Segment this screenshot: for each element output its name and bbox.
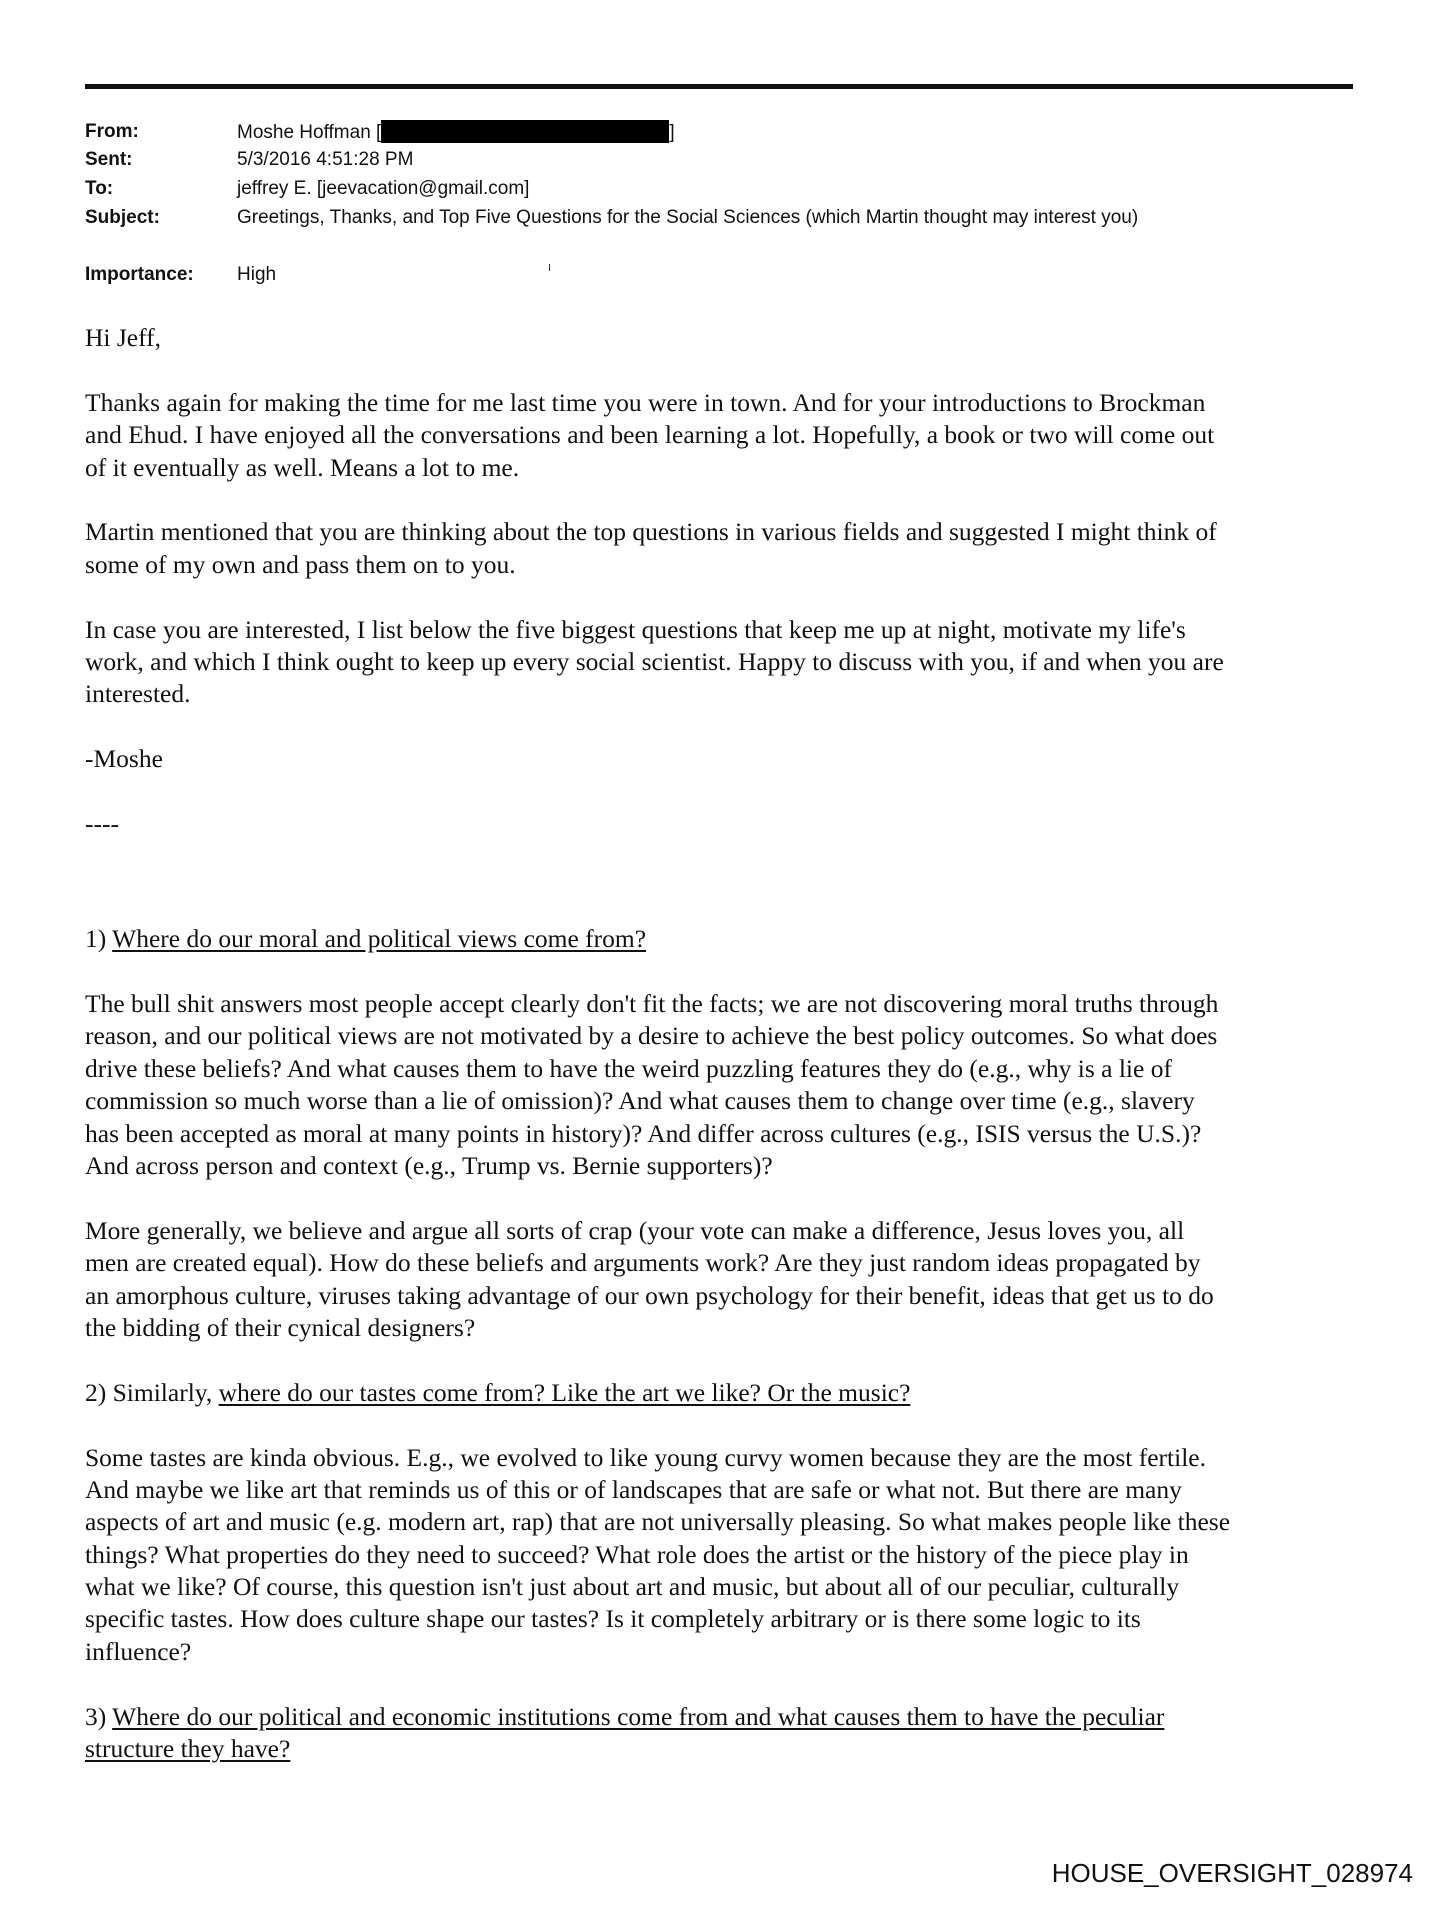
to-label: To: [85, 178, 114, 199]
line-text: influence? [85, 1636, 192, 1666]
line-text: and Ehud. I have enjoyed all the conversations and been learning a lot. Hopefully, a book or two will come out [85, 420, 1215, 450]
text-line [85, 614, 1375, 646]
redaction-box [381, 120, 669, 143]
text-line [85, 516, 1375, 548]
paragraph [85, 516, 1375, 581]
paragraph [85, 614, 1375, 711]
from-value [237, 120, 675, 145]
text-line [85, 387, 1375, 419]
text-line [85, 1150, 1375, 1182]
text-line [85, 1020, 1375, 1052]
text-line [85, 1247, 1375, 1279]
line-text: ---- [85, 808, 119, 838]
text-line [85, 1312, 1375, 1344]
paragraph [85, 1701, 1375, 1766]
text-line [85, 419, 1375, 451]
question-number: 3) [85, 1701, 113, 1731]
text-line [85, 1539, 1375, 1571]
line-text: Hi Jeff, [85, 323, 162, 352]
paragraph [85, 1215, 1375, 1345]
line-text: of it eventually as well. Means a lot to me. [85, 452, 520, 482]
line-text: More generally, we believe and argue all sorts of crap (your vote can make a difference, Jesus loves you, all [85, 1215, 1185, 1245]
text-line [85, 1603, 1375, 1635]
text-line [85, 1506, 1375, 1538]
text-line [85, 1442, 1375, 1474]
text-line [85, 1701, 1375, 1733]
paragraph [85, 387, 1375, 484]
text-line [85, 1377, 1375, 1409]
line-text: some of my own and pass them on to you. [85, 549, 516, 579]
line-text: And maybe we like art that reminds us of this or of landscapes that are safe or what not. But there are many [85, 1474, 1182, 1504]
text-line [85, 646, 1375, 678]
text-line [85, 1636, 1375, 1668]
paragraph [85, 923, 1375, 955]
line-text: Some tastes are kinda obvious. E.g., we evolved to like young curvy women because they are the most fertile. [85, 1442, 1206, 1472]
line-text: In case you are interested, I list below the five biggest questions that keep me up at night, motivate my life's [85, 614, 1186, 644]
line-text: And across person and context (e.g., Trump vs. Bernie supporters)? [85, 1150, 773, 1180]
scan-mark [549, 264, 550, 271]
line-text: work, and which I think ought to keep up every social scientist. Happy to discuss with you, if and when you are [85, 646, 1224, 676]
line-text: drive these beliefs? And what causes them to have the weird puzzling features they do (e.g., why is a lie of [85, 1053, 1172, 1083]
text-line [85, 1085, 1375, 1117]
text-line [85, 452, 1375, 484]
text-line [85, 1571, 1375, 1603]
from-bracket: ] [669, 122, 675, 143]
from-sender: Moshe Hoffman [ [237, 122, 382, 143]
line-text: specific tastes. How does culture shape our tastes? Is it completely arbitrary or is there some logic to its [85, 1604, 1141, 1634]
line-text: has been accepted as moral at many points in history)? And differ across cultures (e.g., ISIS versus the U.S.)? [85, 1118, 1202, 1148]
paragraph [85, 1442, 1375, 1669]
sent-label: Sent: [85, 149, 133, 170]
text-line [85, 808, 1375, 840]
question-number: 2) Similarly, [85, 1377, 219, 1407]
paragraph [85, 743, 1375, 775]
subject-label: Subject: [85, 207, 160, 228]
importance-label: Importance: [85, 264, 194, 285]
sent-value: 5/3/2016 4:51:28 PM [237, 149, 414, 170]
text-line [85, 1280, 1375, 1312]
to-value: jeffrey E. [jeevacation@gmail.com] [237, 178, 530, 199]
from-label: From: [85, 121, 139, 142]
line-text: men are created equal). How do these beliefs and arguments work? Are they just random ideas propagated by [85, 1248, 1201, 1278]
paragraph [85, 808, 1375, 840]
text-line [85, 743, 1375, 775]
line-text: what we like? Of course, this question isn't just about art and music, but about all of our peculiar, culturally [85, 1572, 1180, 1602]
importance-value: High [237, 264, 277, 285]
text-line [85, 1733, 1375, 1765]
question-heading: structure they have? [85, 1734, 291, 1764]
line-text: Thanks again for making the time for me last time you were in town. And for your introductions to Brockman [85, 387, 1206, 417]
paragraph [85, 1377, 1375, 1409]
question-heading: Where do our political and economic institutions come from and what causes them to have the peculiar [112, 1701, 1165, 1731]
paragraph [85, 988, 1375, 1182]
line-text: the bidding of their cynical designers? [85, 1312, 476, 1342]
bates-number: HOUSE_OVERSIGHT_028974 [1051, 1858, 1413, 1888]
line-text: commission so much worse than a lie of omission)? And what causes them to change over time (e.g., slavery [85, 1086, 1195, 1116]
line-text: The bull shit answers most people accept clearly don't fit the facts; we are not discovering moral truths through [85, 989, 1219, 1019]
email-body [85, 322, 1375, 1798]
question-number: 1) [85, 924, 113, 954]
header-rule [85, 84, 1353, 89]
text-line [85, 678, 1375, 710]
text-line [85, 1118, 1375, 1150]
text-line [85, 1053, 1375, 1085]
line-text: interested. [85, 679, 191, 709]
line-text: an amorphous culture, viruses taking advantage of our own psychology for their benefit, ideas that get us to do [85, 1280, 1214, 1310]
question-heading: where do our tastes come from? Like the art we like? Or the music? [218, 1377, 911, 1407]
text-line [85, 988, 1375, 1020]
subject-value: Greetings, Thanks, and Top Five Questions for the Social Sciences (which Martin thought may interest you) [237, 207, 1139, 228]
line-text: things? What properties do they need to succeed? What role does the artist or the history of the piece play in [85, 1539, 1189, 1569]
text-line [85, 549, 1375, 581]
text-line [85, 322, 1375, 354]
paragraph [85, 322, 1375, 354]
text-line [85, 923, 1375, 955]
text-line [85, 1215, 1375, 1247]
line-text: Martin mentioned that you are thinking about the top questions in various fields and suggested I might think of [85, 517, 1217, 547]
text-line [85, 1474, 1375, 1506]
line-text: aspects of art and music (e.g. modern art, rap) that are not universally pleasing. So what makes people like these [85, 1507, 1231, 1537]
question-heading: Where do our moral and political views come from? [112, 924, 647, 954]
line-text: reason, and our political views are not motivated by a desire to achieve the best policy outcomes. So what does [85, 1021, 1218, 1051]
line-text: -Moshe [85, 744, 163, 774]
